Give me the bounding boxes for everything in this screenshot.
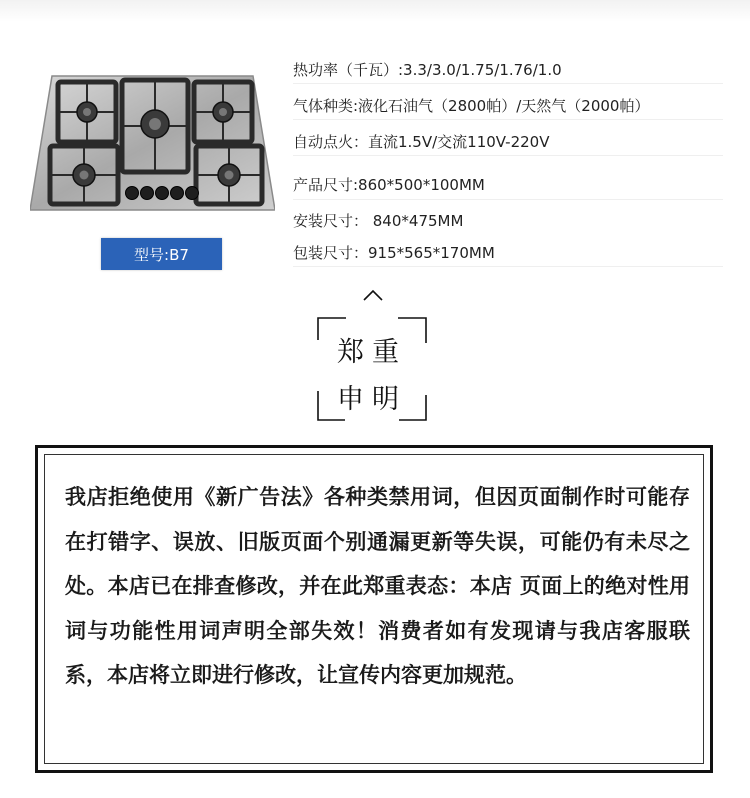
declaration-heading (317, 313, 427, 423)
declaration-line-1: 郑重 (337, 337, 407, 368)
gas-stove-image (30, 72, 275, 214)
spec-gas-type: 气体种类:液化石油气（2800帕）/天然气（2000帕） (293, 97, 650, 115)
declaration-line-2: 申明 (337, 384, 407, 415)
divider (293, 266, 723, 267)
top-fade-strip (0, 0, 750, 22)
divider (293, 119, 723, 120)
spec-package-size: 包装尺寸：915*565*170MM (293, 244, 495, 262)
notice-text: 我店拒绝使用《新广告法》各种类禁用词，但因页面制作时可能存在打错字、误放、旧版页面个别通漏更新等失误，可能仍有未尽之处。本店已在排查修改，并在此郑重表态：本店 页面上的绝对性用词与功能性用词声明全部失效！消费者如有发现请与我店客服联系，本店将立即进行修改，让宣传内容更加规范。 (65, 485, 690, 688)
caret-up-icon (362, 288, 384, 302)
divider (293, 199, 723, 200)
spec-heat-power: 热功率（千瓦）:3.3/3.0/1.75/1.76/1.0 (293, 61, 562, 79)
model-badge: 型号:B7 (101, 238, 222, 270)
spec-product-size: 产品尺寸:860*500*100MM (293, 176, 485, 194)
spec-install-size: 安装尺寸： 840*475MM (293, 212, 464, 230)
spec-ignition: 自动点火：直流1.5V/交流110V-220V (293, 133, 550, 151)
divider (293, 83, 723, 84)
divider (293, 155, 723, 156)
